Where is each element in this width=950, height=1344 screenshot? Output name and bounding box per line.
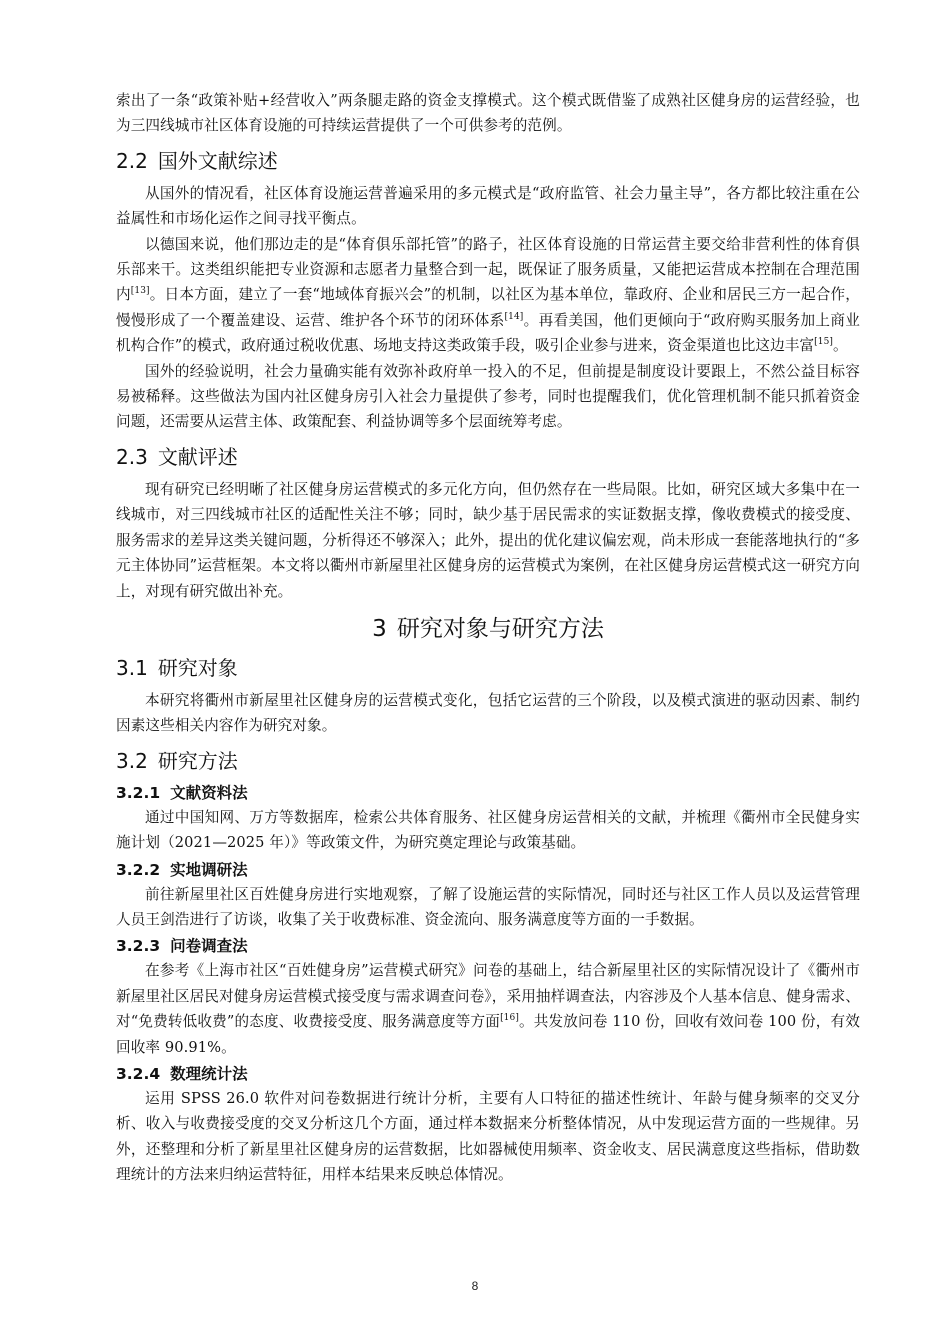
body-paragraph xyxy=(116,88,860,139)
subsection-title: 问卷调查法 xyxy=(170,937,248,956)
paragraph-text: 从国外的情况看，社区体育设施运营普遍采用的多元模式是“政府监管、社会力量主导”，各方都比较注重在公益属性和市场化运作之间寻找平衡点。 xyxy=(116,184,860,228)
body-paragraph xyxy=(116,232,860,359)
body-paragraph xyxy=(116,359,860,435)
citation-ref: [15] xyxy=(814,337,834,348)
paragraph-text: 索出了一条“政策补贴+经营收入”两条腿走路的资金支撑模式。这个模式既借鉴了成熟社区健身房的运营经验，也为三四线城市社区体育设施的可持续运营提供了一个可供参考的范例。 xyxy=(116,92,860,135)
paragraph-text: 国外的经验说明，社会力量确实能有效弥补政府单一投入的不足，但前提是制度设计要跟上，不然公益目标容易被稀释。这些做法为国内社区健身房引入社会力量提供了参考，同时也提醒我们，优化管理机制不能只抓着资金问题，还需要从运营主体、政策配套、利益协调等多个层面统筹考虑。 xyxy=(116,362,860,431)
paragraph-text: 运用 SPSS 26.0 软件对问卷数据进行统计分析，主要有人口特征的描述性统计、年龄与健身频率的交叉分析、收入与收费接受度的交叉分析这几个方面，通过样本数据来分析整体情况，从中发现运营方面的一些规律。另外，还整理和分析了新星里社区健身房的运营数据，比如器械使用频率、资金收支、居民满意度这些指标，借助数理统计的方法来归纳运营特征，用样本结果来反映总体情况。 xyxy=(116,1089,860,1184)
paragraph-text: 以德国来说，他们那边走的是“体育俱乐部托管”的路子，社区体育设施的日常运营主要交给非营利性的体育俱乐部来干。这类组织能把专业资源和志愿者力量整合到一起，既保证了服务质量，又能把运营成本控制在合理范围内 xyxy=(116,235,860,304)
section-number: 3.1 xyxy=(116,655,148,680)
body-paragraph xyxy=(116,1086,860,1188)
body-paragraph xyxy=(116,882,860,933)
section-title: 文献评述 xyxy=(157,444,238,469)
subsection-number: 3.2.2 xyxy=(116,860,161,879)
paragraph-text: 在参考《上海市社区“百姓健身房”运营模式研究》问卷的基础上，结合新屋里社区的实际情况设计了《衢州市新屋里社区居民对健身房运营模式接受度与需求调查问卷》，采用抽样调查法，内容涉及个人基本信息、健身需求、对“免费转低收费”的态度、收费接受度、服务满意度等方面 xyxy=(116,962,860,1031)
citation-ref: [13] xyxy=(130,286,150,297)
section-number: 3.2 xyxy=(116,748,148,773)
section-heading xyxy=(116,654,860,682)
paragraph-text: 现有研究已经明晰了社区健身房运营模式的多元化方向，但仍然存在一些局限。比如，研究区域大多集中在一线城市，对三四线城市社区的适配性关注不够；同时，缺少基于居民需求的实证数据支撑，像收费模式的接受度、服务需求的差异这类关键问题，分析得还不够深入；此外，提出的优化建议偏宏观，尚未形成一套能落地执行的“多元主体协同”运营框架。本文将以衢州市新屋里社区健身房的运营模式为案例，在社区健身房运营模式这一研究方向上，对现有研究做出补充。 xyxy=(116,480,860,600)
section-heading xyxy=(116,443,860,471)
body-paragraph xyxy=(116,477,860,604)
page-number: 8 xyxy=(471,1279,479,1293)
citation-ref: [14] xyxy=(504,311,524,322)
chapter-number: 3 xyxy=(372,615,387,642)
section-heading xyxy=(116,747,860,775)
section-title: 研究方法 xyxy=(157,748,238,773)
paragraph-text: 本研究将衢州市新屋里社区健身房的运营模式变化，包括它运营的三个阶段，以及模式演进的驱动因素、制约因素这些相关内容作为研究对象。 xyxy=(116,691,860,735)
subsection-heading xyxy=(116,1062,860,1086)
subsection-heading xyxy=(116,781,860,805)
subsection-title: 实地调研法 xyxy=(170,860,248,879)
paragraph-text: 。再看美国，他们更倾向于“政府购买服务加上商业机构合作”的模式，政府通过税收优惠、场地支持这类政策手段，吸引企业参与进来，资金渠道也比这边丰富 xyxy=(116,311,860,355)
paragraph-text: 。共发放问卷 110 份，回收有效问卷 100 份，有效回收率 90.91%。 xyxy=(116,1013,860,1056)
section-title: 研究对象 xyxy=(157,655,238,680)
body-paragraph xyxy=(116,688,860,739)
citation-ref: [16] xyxy=(500,1013,519,1024)
paragraph-text: 。 xyxy=(833,337,848,355)
section-heading xyxy=(116,147,860,175)
page-content xyxy=(116,88,860,1188)
chapter-title: 研究对象与研究方法 xyxy=(396,615,604,642)
body-paragraph xyxy=(116,181,860,232)
subsection-heading xyxy=(116,858,860,882)
subsection-heading xyxy=(116,934,860,958)
chapter-heading xyxy=(116,613,860,645)
paragraph-text: 。日本方面，建立了一套“地域体育振兴会”的机制，以社区为基本单位，靠政府、企业和居民三方一起合作，慢慢形成了一个覆盖建设、运营、维护各个环节的闭环体系 xyxy=(116,286,860,329)
subsection-number: 3.2.1 xyxy=(116,783,161,802)
body-paragraph xyxy=(116,958,860,1060)
section-title: 国外文献综述 xyxy=(157,148,278,173)
paragraph-text: 前往新屋里社区百姓健身房进行实地观察，了解了设施运营的实际情况，同时还与社区工作人员以及运营管理人员王剑浩进行了访谈，收集了关于收费标准、资金流向、服务满意度等方面的一手数据。 xyxy=(116,885,860,928)
subsection-title: 数理统计法 xyxy=(170,1064,248,1083)
body-paragraph xyxy=(116,805,860,856)
paragraph-text: 通过中国知网、万方等数据库，检索公共体育服务、社区健身房运营相关的文献，并梳理《衢州市全民健身实施计划（2021—2025 年）》等政策文件，为研究奠定理论与政策基础。 xyxy=(116,808,860,852)
subsection-number: 3.2.4 xyxy=(116,1064,161,1083)
section-number: 2.2 xyxy=(116,148,148,173)
subsection-title: 文献资料法 xyxy=(170,783,248,802)
section-number: 2.3 xyxy=(116,444,148,469)
subsection-number: 3.2.3 xyxy=(116,937,161,956)
